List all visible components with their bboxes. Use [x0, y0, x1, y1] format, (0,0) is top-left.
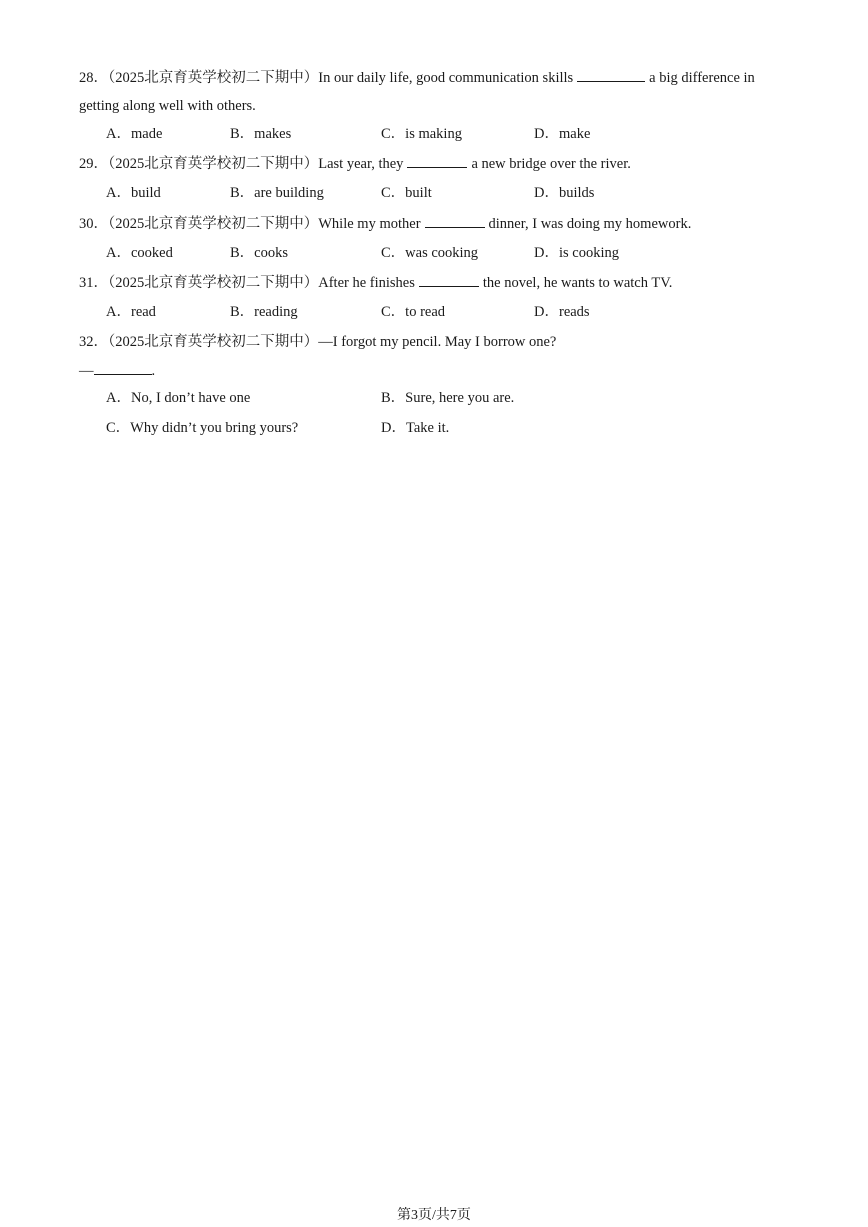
page-footer	[0, 1206, 868, 1226]
question-text: a big difference in	[649, 70, 755, 86]
answer-blank	[425, 213, 485, 228]
option-letter: C．	[381, 304, 406, 320]
option-letter: B．	[230, 304, 255, 320]
option-a	[106, 243, 173, 263]
question-29-stem	[79, 153, 631, 174]
option-letter: D．	[534, 245, 559, 261]
option-text: Take it.	[405, 420, 450, 436]
option-text: reads	[558, 304, 590, 320]
option-text: cooks	[254, 245, 289, 261]
option-a	[106, 388, 250, 408]
option-b	[230, 302, 298, 322]
option-text: Why didn’t you bring yours?	[130, 420, 299, 436]
question-text: —I forgot my pencil. May I borrow one?	[318, 334, 557, 350]
option-text: reading	[254, 304, 298, 320]
option-letter: C．	[106, 420, 131, 436]
option-c	[106, 418, 298, 438]
question-source: （2025北京育英学校初二下期中）	[108, 216, 319, 232]
question-number: 30．	[79, 216, 108, 232]
option-letter: D．	[534, 185, 559, 201]
option-b	[230, 183, 324, 203]
option-c	[381, 124, 462, 144]
option-text: No, I don’t have one	[130, 390, 251, 406]
question-text: dinner, I was doing my homework.	[488, 216, 692, 232]
option-text: was cooking	[405, 245, 479, 261]
question-text: a new bridge over the river.	[471, 156, 631, 172]
option-d	[534, 183, 594, 203]
option-letter: D．	[534, 304, 559, 320]
option-text: to read	[405, 304, 446, 320]
option-b	[230, 243, 288, 263]
option-text: made	[130, 126, 163, 142]
option-b	[230, 124, 291, 144]
question-source: （2025北京育英学校初二下期中）	[108, 70, 319, 86]
option-a	[106, 183, 161, 203]
option-text: is making	[405, 126, 462, 142]
option-text: cooked	[130, 245, 173, 261]
question-source: （2025北京育英学校初二下期中）	[108, 156, 319, 172]
response-end: .	[151, 363, 156, 379]
answer-blank	[407, 153, 467, 168]
option-letter: D．	[381, 420, 406, 436]
option-text: build	[130, 185, 161, 201]
option-d	[381, 418, 449, 438]
option-letter: A．	[106, 304, 131, 320]
question-number: 32．	[79, 334, 108, 350]
option-letter: B．	[230, 245, 255, 261]
question-text: getting along well with others.	[79, 98, 256, 114]
question-number: 29．	[79, 156, 108, 172]
option-letter: C．	[381, 185, 406, 201]
option-letter: B．	[230, 185, 255, 201]
option-a	[106, 302, 156, 322]
option-letter: A．	[106, 126, 131, 142]
option-c	[381, 243, 478, 263]
option-d	[534, 243, 619, 263]
option-d	[534, 302, 590, 322]
option-letter: C．	[381, 126, 406, 142]
question-31-stem	[79, 272, 672, 293]
question-number: 28．	[79, 70, 108, 86]
option-text: makes	[254, 126, 292, 142]
option-text: are building	[254, 185, 324, 201]
option-letter: A．	[106, 390, 131, 406]
question-28-stem-continued	[79, 96, 256, 116]
question-text: After he finishes	[318, 275, 415, 291]
question-source: （2025北京育英学校初二下期中）	[108, 334, 319, 350]
question-number: 31．	[79, 275, 108, 291]
option-text: built	[405, 185, 432, 201]
answer-blank	[94, 360, 152, 375]
option-c	[381, 302, 445, 322]
option-text: builds	[558, 185, 595, 201]
question-text: While my mother	[318, 216, 421, 232]
option-b	[381, 388, 514, 408]
option-text: make	[558, 126, 591, 142]
option-c	[381, 183, 432, 203]
option-d	[534, 124, 590, 144]
page-number: 第3页/共7页	[397, 1208, 471, 1223]
question-source: （2025北京育英学校初二下期中）	[108, 275, 319, 291]
option-text: read	[130, 304, 156, 320]
option-text: Sure, here you are.	[405, 390, 515, 406]
option-text: is cooking	[558, 245, 619, 261]
question-text: Last year, they	[318, 156, 404, 172]
option-letter: A．	[106, 185, 131, 201]
option-letter: C．	[381, 245, 406, 261]
option-letter: B．	[230, 126, 255, 142]
question-32-response	[79, 360, 155, 381]
option-letter: B．	[381, 390, 406, 406]
question-28-stem	[79, 67, 755, 88]
option-a	[106, 124, 162, 144]
question-30-stem	[79, 213, 691, 234]
option-letter: D．	[534, 126, 559, 142]
response-dash: —	[79, 363, 94, 379]
answer-blank	[419, 272, 479, 287]
question-32-stem	[79, 332, 556, 352]
question-text: the novel, he wants to watch TV.	[482, 275, 673, 291]
option-letter: A．	[106, 245, 131, 261]
question-text: In our daily life, good communication skills	[318, 70, 574, 86]
answer-blank	[577, 67, 645, 82]
